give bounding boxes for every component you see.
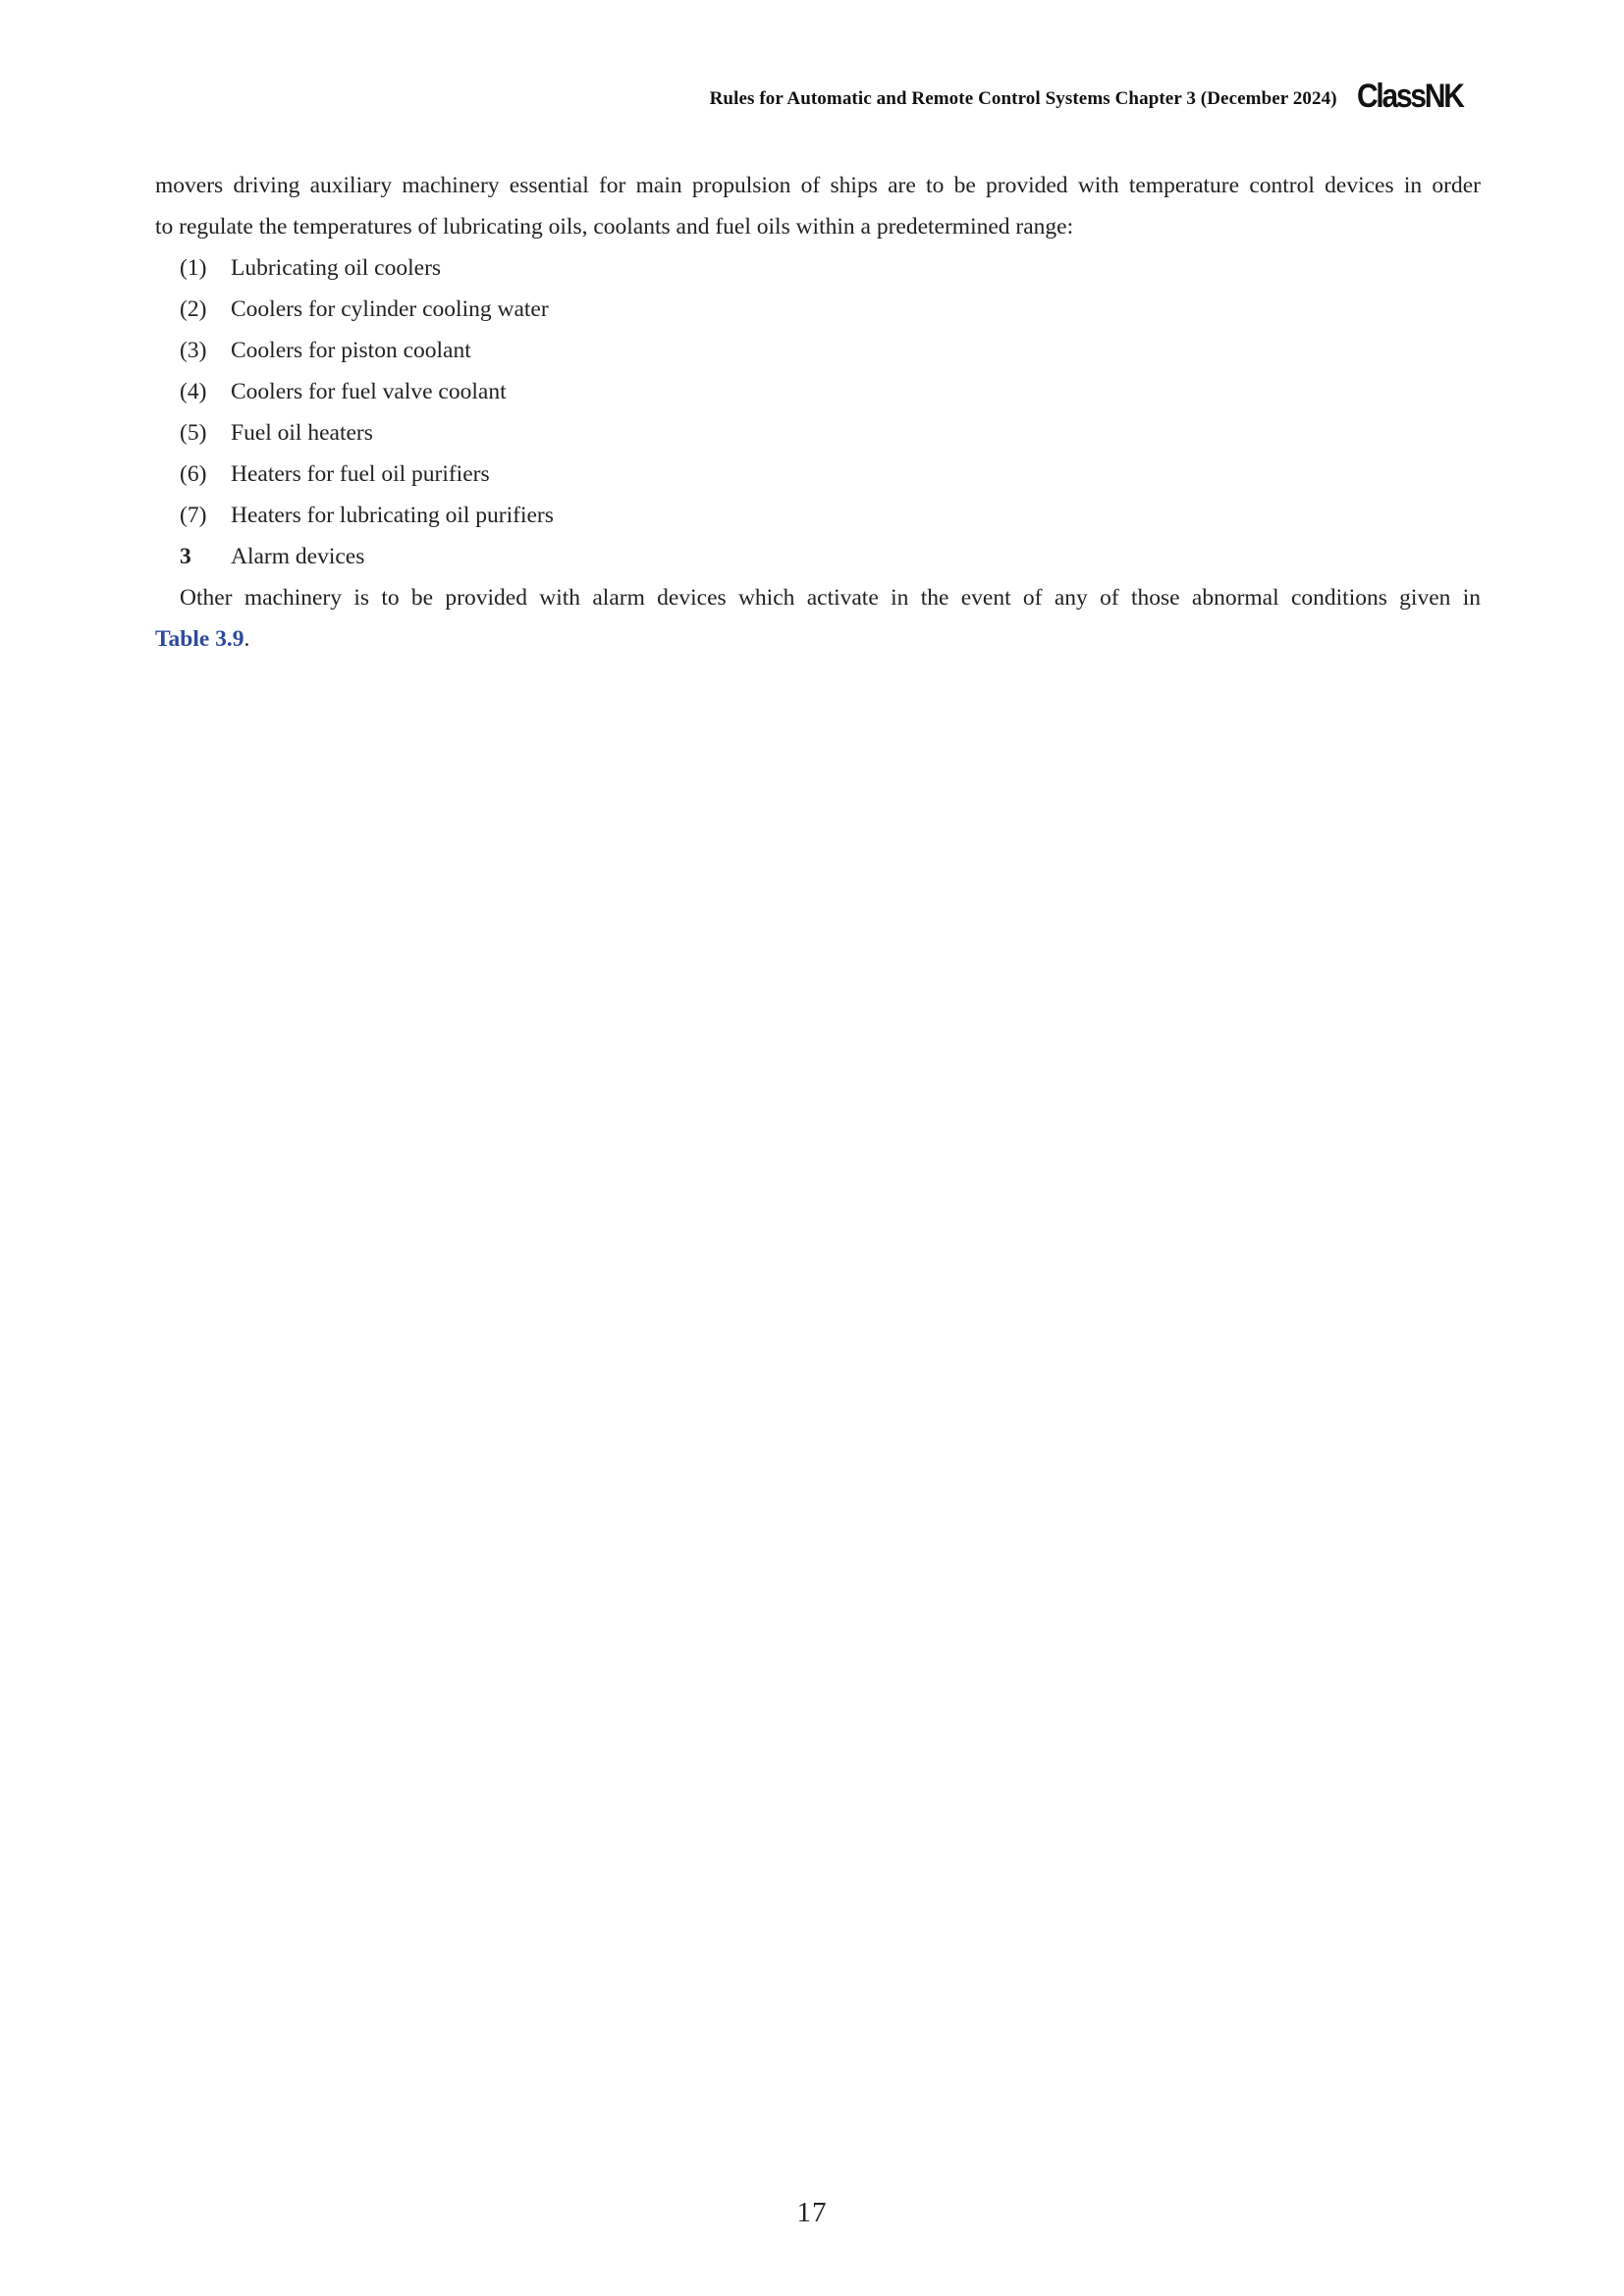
temperature-control-list bbox=[155, 247, 1481, 536]
intro-paragraph-line-2: to regulate the temperatures of lubricating oils, coolants and fuel oils within a predetermined range: bbox=[155, 214, 1074, 240]
list-item-text: Lubricating oil coolers bbox=[231, 255, 442, 281]
list-item bbox=[155, 247, 1481, 289]
list-item-text: Heaters for fuel oil purifiers bbox=[231, 461, 490, 487]
alarm-paragraph-line-1: Other machinery is to be provided with alarm devices which activate in the event of any of those abnormal conditions given in bbox=[180, 585, 1481, 611]
list-item-number: (4) bbox=[180, 379, 207, 404]
list-item-number: (6) bbox=[180, 461, 207, 487]
alarm-paragraph-end: . bbox=[244, 626, 250, 652]
list-item-number: (7) bbox=[180, 503, 207, 528]
subsection-title: Alarm devices bbox=[231, 544, 365, 569]
table-reference-link[interactable]: Table 3.9 bbox=[155, 626, 244, 652]
list-item bbox=[155, 412, 1481, 454]
list-item bbox=[155, 289, 1481, 330]
list-item-text: Coolers for cylinder cooling water bbox=[231, 296, 549, 322]
alarm-paragraph-line-2 bbox=[155, 618, 1481, 660]
header-title: Rules for Automatic and Remote Control Systems Chapter 3 (December 2024) bbox=[709, 88, 1337, 109]
classnk-logo: ClassNK bbox=[1356, 78, 1463, 115]
list-item-number: (3) bbox=[180, 338, 207, 363]
subsection-heading bbox=[155, 536, 1481, 577]
list-item-text: Fuel oil heaters bbox=[231, 420, 373, 446]
list-item-text: Coolers for piston coolant bbox=[231, 338, 471, 363]
document-body bbox=[155, 165, 1481, 660]
page-header bbox=[710, 77, 1477, 116]
list-item bbox=[155, 495, 1481, 536]
page-number: 17 bbox=[796, 2197, 828, 2228]
list-item-text: Heaters for lubricating oil purifiers bbox=[231, 503, 554, 528]
intro-paragraph-line-1: movers driving auxiliary machinery essential for main propulsion of ships are to be provided with temperature control devices in order bbox=[155, 173, 1481, 198]
list-item bbox=[155, 454, 1481, 495]
list-item-number: (2) bbox=[180, 296, 207, 322]
list-item bbox=[155, 371, 1481, 412]
subsection-number: 3 bbox=[180, 544, 191, 569]
list-item-number: (5) bbox=[180, 420, 207, 446]
list-item bbox=[155, 330, 1481, 371]
list-item-text: Coolers for fuel valve coolant bbox=[231, 379, 507, 404]
list-item-number: (1) bbox=[180, 255, 207, 281]
